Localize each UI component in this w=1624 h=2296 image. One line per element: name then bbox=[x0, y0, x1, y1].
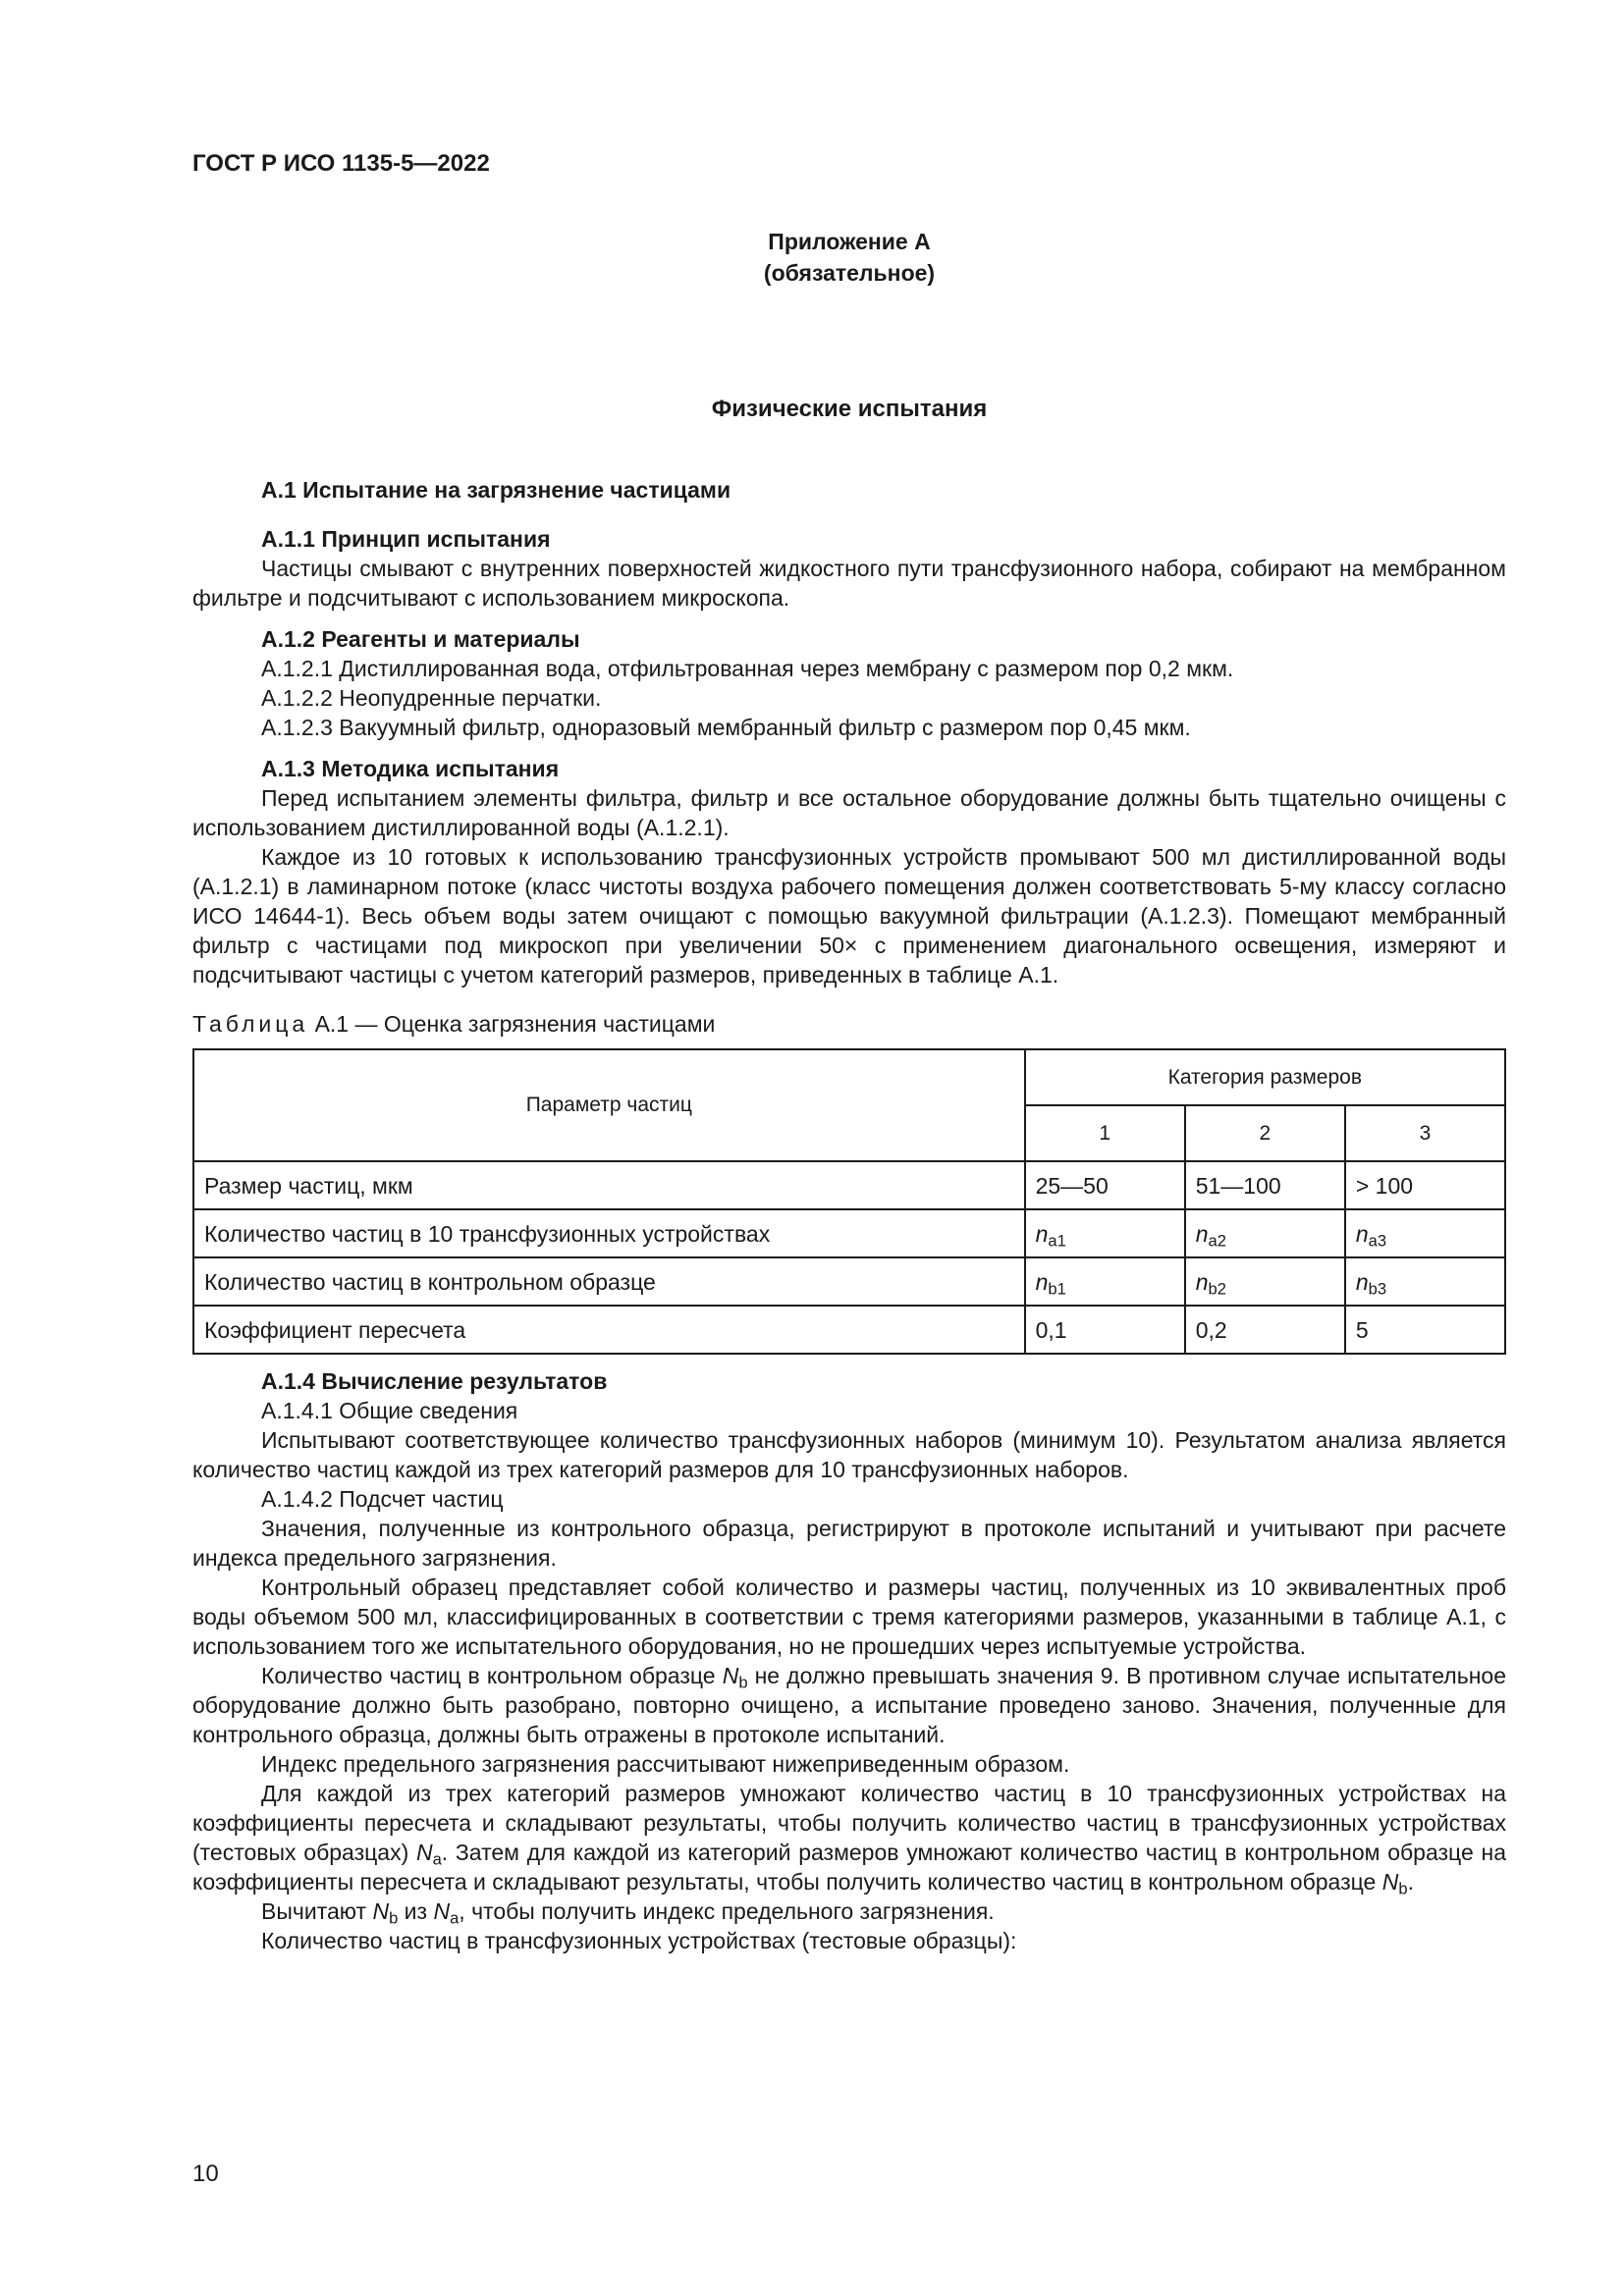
reagent-item-1: А.1.2.1 Дистиллированная вода, отфильтрованная через мембрану с размером пор 0,2 мкм. bbox=[261, 656, 1234, 681]
row-label: Размер частиц, мкм bbox=[193, 1161, 1025, 1209]
reagent-item-3: А.1.2.3 Вакуумный фильтр, одноразовый мембранный фильтр с размером пор 0,45 мкм. bbox=[261, 715, 1191, 740]
section-a1-heading: А.1 Испытание на загрязнение частицами bbox=[261, 477, 731, 503]
count-paragraph-5: Для каждой из трех категорий размеров умножают количество частиц в 10 трансфузионных устройствах на коэффициенты пересчета и складывают результаты, чтобы получить количество частиц в трансфузионных устройствах (тестовых образцах) $N_a$. Затем для каждой из категорий размеров умножают количество частиц в контрольном образце на коэффициенты пересчета и складывают результаты, чтобы получить количество частиц в контрольном образце $N_b$. bbox=[192, 1781, 1506, 1898]
method-paragraph-2: Каждое из 10 готовых к использованию трансфузионных устройств промывают 500 мл дистиллированной воды (А.1.2.1) в ламинарном потоке (класс чистоты воздуха рабочего помещения должен соответствовать 5-му классу согласно ИСО 14644-1). Весь объем воды затем очищают с помощью вакуумной фильтрации (А.1.2.3). Помещают мембранный фильтр с частицами под микроскоп при увеличении 50× с применением диагонального освещения, измеряют и подсчитывают частицы с учетом категорий размеров, приведенных в таблице А.1. bbox=[192, 844, 1506, 988]
header-category-2: 2 bbox=[1185, 1105, 1345, 1161]
table-cell: $n_{b2}$ bbox=[1185, 1257, 1345, 1306]
table-caption bbox=[192, 1009, 1506, 1039]
annex-status: (обязательное) bbox=[763, 260, 936, 286]
page-number: 10 bbox=[192, 2161, 219, 2187]
count-paragraph-2: Контрольный образец представляет собой количество и размеры частиц, полученных из 10 эквивалентных проб воды объемом 500 мл, классифицированных в соответствии с тремя категориями размеров, указанными в таблице А.1, с использованием того же испытательного оборудования, но не прошедших через испытуемые устройства. bbox=[192, 1575, 1506, 1659]
table-cell: $n_{a2}$ bbox=[1185, 1209, 1345, 1257]
particle-contamination-table bbox=[192, 1048, 1506, 1355]
table-row bbox=[193, 1161, 1505, 1209]
count-paragraph-1: Значения, полученные из контрольного образца, регистрируют в протоколе испытаний и учитывают при расчете индекса предельного загрязнения. bbox=[192, 1516, 1506, 1571]
table-row bbox=[193, 1306, 1505, 1354]
table-cell: 0,1 bbox=[1025, 1306, 1185, 1354]
header-category-3: 3 bbox=[1345, 1105, 1505, 1161]
count-paragraph-4: Индекс предельного загрязнения рассчитывают нижеприведенным образом. bbox=[261, 1751, 1070, 1777]
table-row bbox=[193, 1209, 1505, 1257]
count-paragraph-6: Вычитают $N_b$ из $N_a$, чтобы получить индекс предельного загрязнения. bbox=[261, 1898, 995, 1928]
document-code: ГОСТ Р ИСО 1135-5—2022 bbox=[192, 150, 490, 177]
row-label: Количество частиц в контрольном образце bbox=[193, 1257, 1025, 1306]
header-category-1: 1 bbox=[1025, 1105, 1185, 1161]
table-cell: $n_{b3}$ bbox=[1345, 1257, 1505, 1306]
count-paragraph-3: Количество частиц в контрольном образце $N_b$ не должно превышать значения 9. В противном случае испытательное оборудование должно быть разобрано, повторно очищено, а испытание проведено заново. Значения, полученные для контрольного образца, должны быть отражены в протоколе испытаний. bbox=[192, 1663, 1506, 1747]
section-a12-heading: А.1.2 Реагенты и материалы bbox=[261, 626, 580, 652]
annex-label: Приложение А bbox=[768, 229, 931, 254]
table-cell: 25—50 bbox=[1025, 1161, 1185, 1209]
table-cell: $n_{b1}$ bbox=[1025, 1257, 1185, 1306]
table-cell: 5 bbox=[1345, 1306, 1505, 1354]
table-caption-label: Таблица bbox=[192, 1011, 309, 1037]
table-cell: > 100 bbox=[1345, 1161, 1505, 1209]
section-a11-text: Частицы смывают с внутренних поверхностей жидкостного пути трансфузионного набора, собирают на мембранном фильтре и подсчитывают с использованием микроскопа. bbox=[192, 556, 1506, 611]
table-cell: 0,2 bbox=[1185, 1306, 1345, 1354]
count-paragraph-7: Количество частиц в трансфузионных устройствах (тестовые образцы): bbox=[261, 1928, 1017, 1953]
document-body bbox=[192, 475, 1506, 1955]
row-label: Количество частиц в 10 трансфузионных устройствах bbox=[193, 1209, 1025, 1257]
header-category-group: Категория размеров bbox=[1025, 1049, 1505, 1105]
section-a11-heading: А.1.1 Принцип испытания bbox=[261, 526, 551, 552]
table-caption-text: А.1 — Оценка загрязнения частицами bbox=[308, 1011, 716, 1037]
annex-block bbox=[192, 226, 1506, 289]
header-param: Параметр частиц bbox=[193, 1049, 1025, 1161]
section-a14-heading: А.1.4 Вычисление результатов bbox=[261, 1368, 608, 1394]
table-cell: 51—100 bbox=[1185, 1161, 1345, 1209]
general-info-text: Испытывают соответствующее количество трансфузионных наборов (минимум 10). Результатом анализа является количество частиц каждой из трех категорий размеров для 10 трансфузионных наборов. bbox=[192, 1427, 1506, 1482]
subsection-a141-heading: А.1.4.1 Общие сведения bbox=[261, 1398, 518, 1423]
method-paragraph-1: Перед испытанием элементы фильтра, фильтр и все остальное оборудование должны быть тщательно очищены с использованием дистиллированной воды (А.1.2.1). bbox=[192, 785, 1506, 840]
table-row bbox=[193, 1257, 1505, 1306]
subsection-a142-heading: А.1.4.2 Подсчет частиц bbox=[261, 1486, 504, 1512]
section-a13-heading: А.1.3 Методика испытания bbox=[261, 756, 560, 781]
annex-title: Физические испытания bbox=[711, 396, 988, 422]
reagent-item-2: А.1.2.2 Неопудренные перчатки. bbox=[261, 685, 602, 711]
row-label: Коэффициент пересчета bbox=[193, 1306, 1025, 1354]
table-cell: $n_{a1}$ bbox=[1025, 1209, 1185, 1257]
table-cell: $n_{a3}$ bbox=[1345, 1209, 1505, 1257]
